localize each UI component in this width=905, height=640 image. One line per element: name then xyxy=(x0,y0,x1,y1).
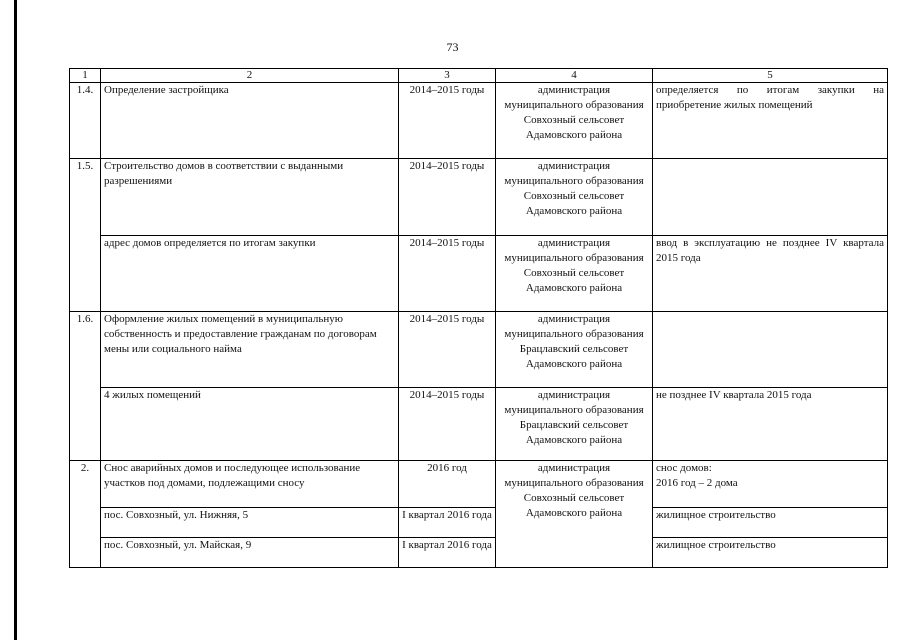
measure-name: пос. Совхозный, ул. Нижняя, 5 xyxy=(101,508,399,538)
period: I квартал 2016 года xyxy=(399,508,496,538)
header-col-3: 3 xyxy=(399,69,496,83)
period: 2014–2015 годы xyxy=(399,312,496,388)
row-number: 1.4. xyxy=(70,83,101,159)
page-edge-bar xyxy=(14,0,17,640)
table-row xyxy=(70,388,888,461)
executor: администрация муниципального образования Брацлавский сельсовет Адамовского района xyxy=(496,388,653,461)
table-header-row xyxy=(70,69,888,83)
measure-name: Снос аварийных домов и последующее использование участков под домами, подлежащими сносу xyxy=(101,461,399,508)
table-row xyxy=(70,461,888,508)
measure-name: 4 жилых помещений xyxy=(101,388,399,461)
result-line-1: снос домов: xyxy=(656,462,712,474)
result xyxy=(653,312,888,388)
table-row xyxy=(70,236,888,312)
measure-name: Определение застройщика xyxy=(101,83,399,159)
table-row xyxy=(70,159,888,236)
executor: администрация муниципального образования Совхозный сельсовет Адамовского района xyxy=(496,461,653,568)
program-table xyxy=(69,68,888,568)
header-col-5: 5 xyxy=(653,69,888,83)
row-number: 1.5. xyxy=(70,159,101,312)
result: жилищное строительство xyxy=(653,538,888,568)
period: 2016 год xyxy=(399,461,496,508)
row-number: 2. xyxy=(70,461,101,568)
result: жилищное строительство xyxy=(653,508,888,538)
period: I квартал 2016 года xyxy=(399,538,496,568)
period: 2014–2015 годы xyxy=(399,83,496,159)
period: 2014–2015 годы xyxy=(399,388,496,461)
table-row xyxy=(70,508,888,538)
executor: администрация муниципального образования Совхозный сельсовет Адамовского района xyxy=(496,159,653,236)
measure-name: пос. Совхозный, ул. Майская, 9 xyxy=(101,538,399,568)
result: не позднее IV квартала 2015 года xyxy=(653,388,888,461)
table-row xyxy=(70,312,888,388)
table-row xyxy=(70,83,888,159)
executor: администрация муниципального образования Совхозный сельсовет Адамовского района xyxy=(496,236,653,312)
measure-name: Оформление жилых помещений в муниципальную собственность и предоставление гражданам по договорам мены или социального найма xyxy=(101,312,399,388)
result-line-2: 2016 год – 2 дома xyxy=(656,477,738,489)
table-row xyxy=(70,538,888,568)
header-col-4: 4 xyxy=(496,69,653,83)
row-number: 1.6. xyxy=(70,312,101,461)
measure-name: Строительство домов в соответствии с выданными разрешениями xyxy=(101,159,399,236)
result xyxy=(653,461,888,508)
period: 2014–2015 годы xyxy=(399,236,496,312)
header-col-1: 1 xyxy=(70,69,101,83)
executor: администрация муниципального образования Совхозный сельсовет Адамовского района xyxy=(496,83,653,159)
period: 2014–2015 годы xyxy=(399,159,496,236)
result xyxy=(653,159,888,236)
header-col-2: 2 xyxy=(101,69,399,83)
measure-name: адрес домов определяется по итогам закупки xyxy=(101,236,399,312)
result: ввод в эксплуатацию не позднее IV квартала 2015 года xyxy=(653,236,888,312)
executor: администрация муниципального образования Брацлавский сельсовет Адамовского района xyxy=(496,312,653,388)
page-number: 73 xyxy=(446,40,459,54)
result: определяется по итогам закупки на приобретение жилых помещений xyxy=(653,83,888,159)
